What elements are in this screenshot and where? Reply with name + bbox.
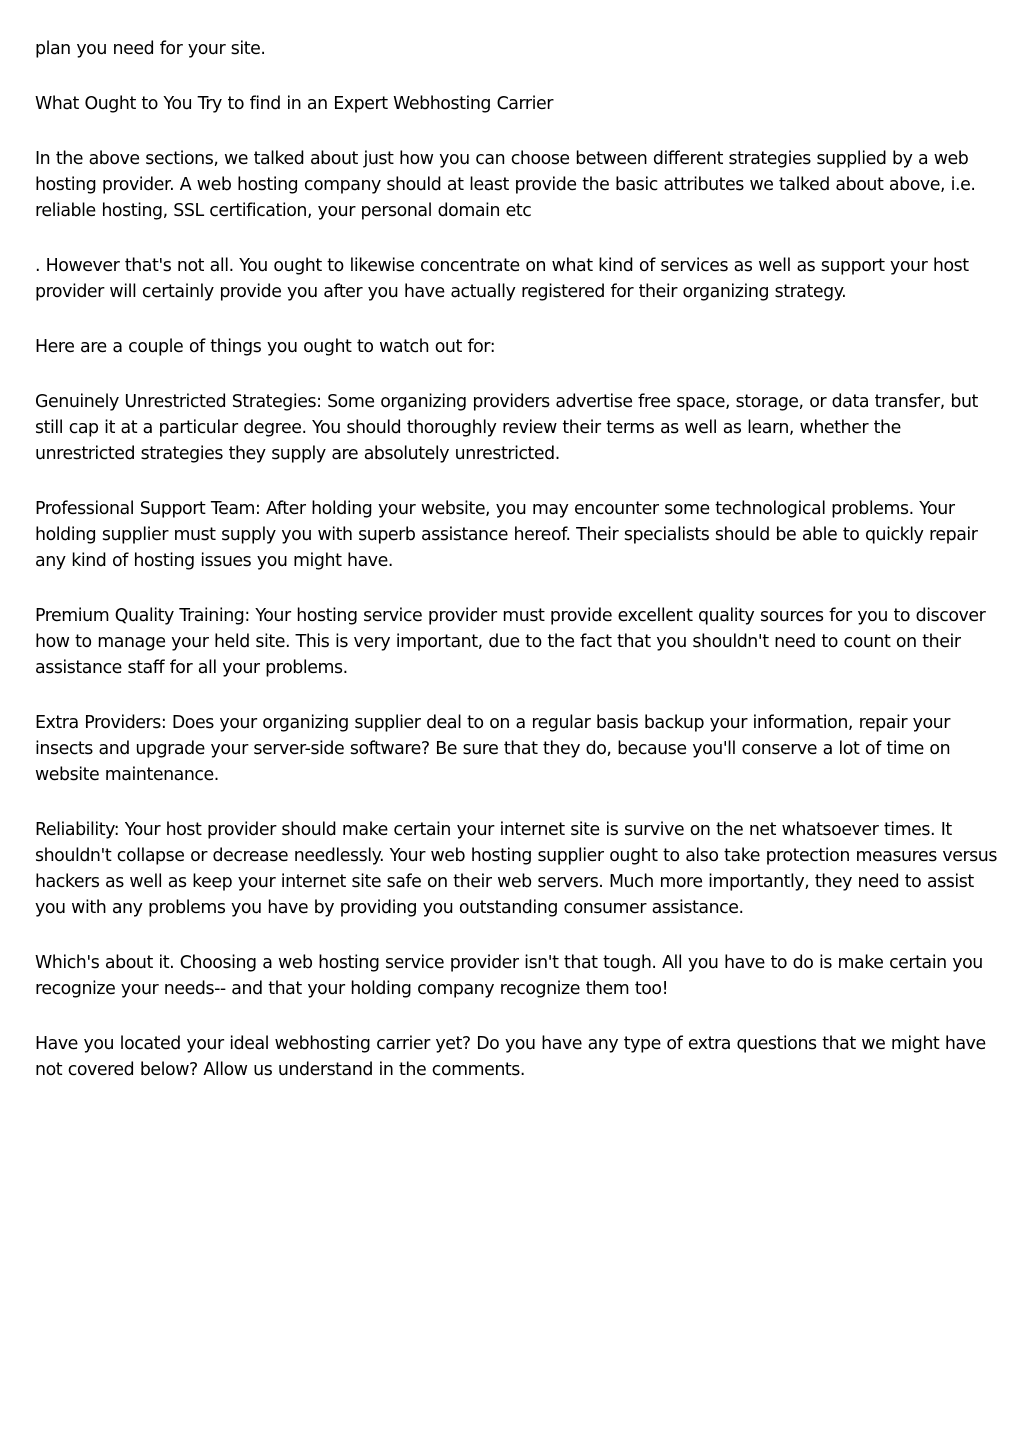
section-heading: What Ought to You Try to find in an Expert Webhosting Carrier xyxy=(35,94,553,114)
paragraph-conclusion: Which's about it. Choosing a web hosting service provider isn't that tough. All you have to do is make certain you recognize your needs-- and that your holding company recognize them too! xyxy=(35,953,983,999)
document-page xyxy=(35,36,1000,1112)
paragraph: . However that's not all. You ought to likewise concentrate on what kind of services as well as support your host provider will certainly provide you after you have actually registered for their organizing strategy. xyxy=(35,256,969,302)
paragraph-continuation: plan you need for your site. xyxy=(35,39,266,59)
paragraph-closing-question: Have you located your ideal webhosting carrier yet? Do you have any type of extra questions that we might have not covered below? Allow us understand in the comments. xyxy=(35,1034,986,1080)
paragraph: Here are a couple of things you ought to watch out for: xyxy=(35,337,496,357)
paragraph-reliability: Reliability: Your host provider should make certain your internet site is survive on the net whatsoever times. It shouldn't collapse or decrease needlessly. Your web hosting supplier ought to also take protection measures versus hackers as well as keep your internet site safe on their web servers. Much more importantly, they need to assist you with any problems you have by providing you outstanding consumer assistance. xyxy=(35,820,997,918)
paragraph-support-team: Professional Support Team: After holding your website, you may encounter some technological problems. Your holding supplier must supply you with superb assistance hereof. Their specialists should be able to quickly repair any kind of hosting issues you might have. xyxy=(35,499,978,571)
paragraph-training: Premium Quality Training: Your hosting service provider must provide excellent quality sources for you to discover how to manage your held site. This is very important, due to the fact that you shouldn't need to count on their assistance staff for all your problems. xyxy=(35,606,986,678)
paragraph-unrestricted-strategies: Genuinely Unrestricted Strategies: Some organizing providers advertise free space, storage, or data transfer, but still cap it at a particular degree. You should thoroughly review their terms as well as learn, whether the unrestricted strategies they supply are absolutely unrestricted. xyxy=(35,392,978,464)
paragraph-extra-providers: Extra Providers: Does your organizing supplier deal to on a regular basis backup your information, repair your insects and upgrade your server-side software? Be sure that they do, because you'll conserve a lot of time on website maintenance. xyxy=(35,713,951,785)
paragraph: In the above sections, we talked about just how you can choose between different strategies supplied by a web hosting provider. A web hosting company should at least provide the basic attributes we talked about above, i.e. reliable hosting, SSL certification, your personal domain etc xyxy=(35,149,976,221)
